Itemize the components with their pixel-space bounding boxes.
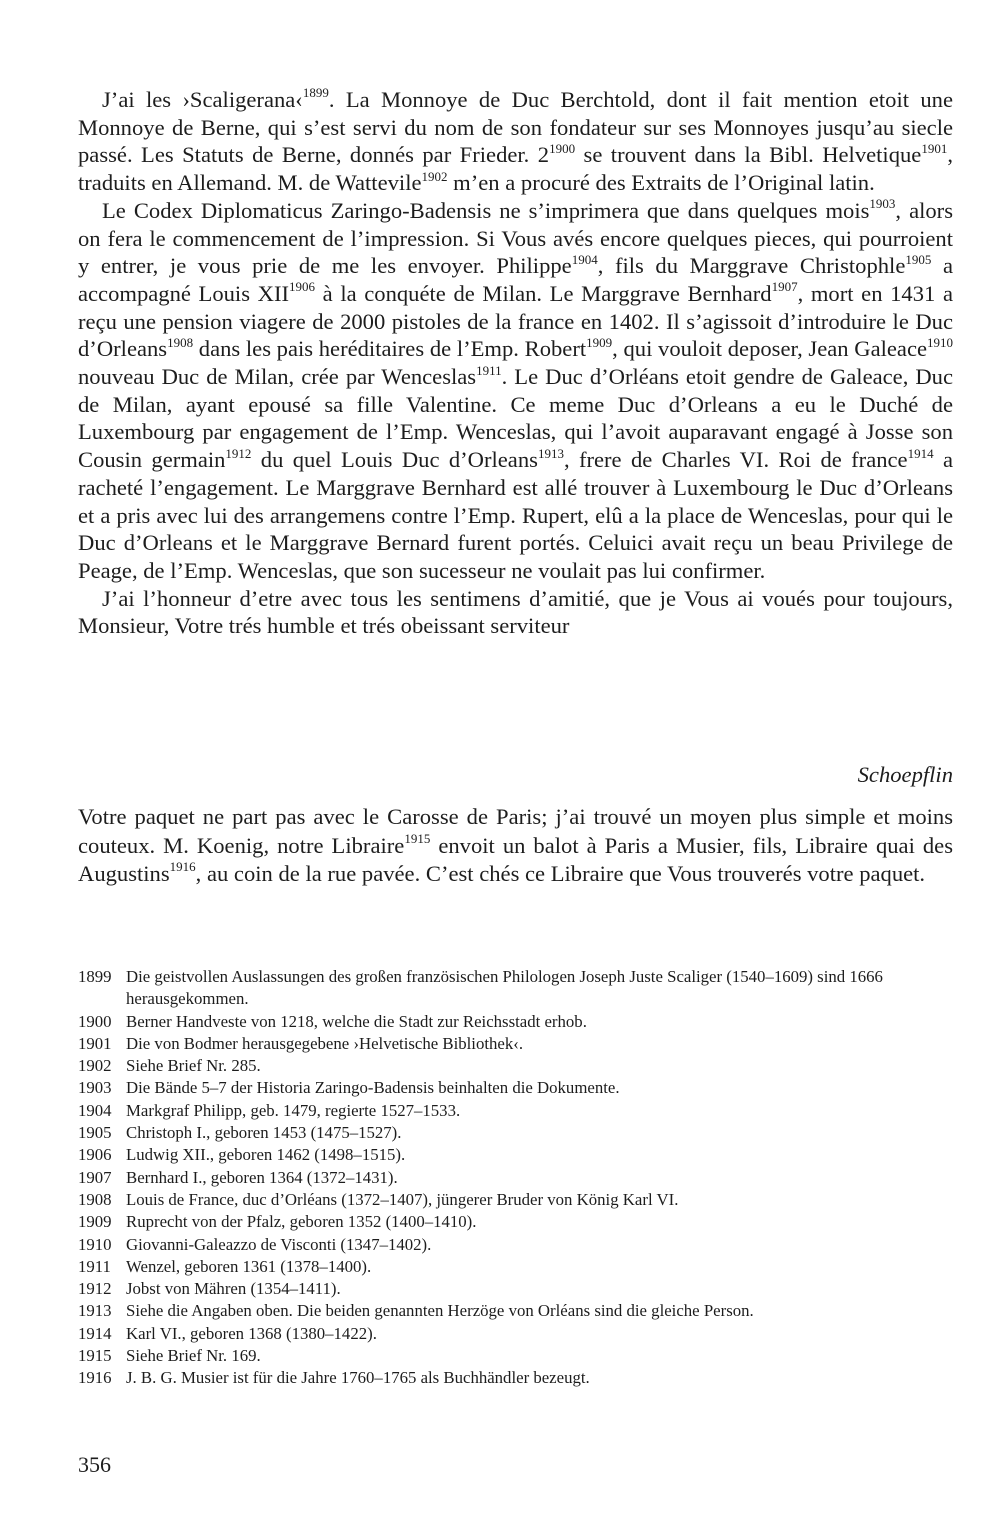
text-run: nouveau Duc de Milan, crée par Wenceslas [78,364,477,390]
footnote-text: Ludwig XII., geboren 1462 (1498–1515). [126,1145,406,1165]
page-number: 356 [78,1452,111,1477]
footnote-number: 1909 [78,1212,112,1232]
text-run: , au coin de la rue pavée. C’est chés ce Libraire que Vous trouverés votre paquet. [195,861,926,886]
footnote [78,1144,958,1166]
footnote-ref: 1912 [225,445,252,461]
footnote-number: 1905 [78,1123,112,1143]
footnote-text: Ruprecht von der Pfalz, geboren 1352 (1400–1410). [126,1212,477,1232]
footnote [78,966,958,1011]
footnote-number: 1906 [78,1145,112,1165]
footnote-ref: 1909 [586,334,613,350]
footnote-ref: 1904 [571,251,598,267]
text-run: envoit un balot à Paris a Musier, fils, Libraire quai des Augustins [78,832,953,886]
text-run: m’en a procuré des Extraits de l’Original latin. [447,170,875,196]
footnote-text: Bernhard I., geboren 1364 (1372–1431). [126,1167,398,1187]
text-run: , frere de Charles VI. Roi de france [563,447,908,473]
text-run: , alors on fera le commencement de l’impression. Si Vous avés encore quelques pieces, qui pourroient y entrer, je vous prie de me les envoyer. Philippe [78,197,953,279]
footnote [78,1167,958,1189]
footnote [78,1011,958,1033]
text-run: . La Monnoye de Duc Berchtold, dont il fait mention etoit une Monnoye de Berne, qui s’est servi du nom de son fondateur sur ses Monnoyes jusqu’au siecle passé. Les Statuts de Berne, donnés par Frieder. 2 [78,87,953,168]
text-run: Le Codex Diplomaticus Zaringo-Badensis ne s’imprimera que dans quelques mois [102,197,870,223]
text-run: , fils du Marggrave Christophle [597,253,906,279]
footnote-number: 1911 [78,1256,111,1276]
text-run: se trouvent dans la Bibl. Helvetique [575,142,922,168]
footnote-number: 1913 [78,1301,112,1321]
footnote [78,1055,958,1077]
footnote-number: 1912 [78,1279,112,1299]
text-run: , mort en 1431 a reçu une pension viagere de 2000 pistoles de la france en 1402. Il s’agissoit d’introduire le Duc d’Orleans [78,280,953,362]
footnote-text: Markgraf Philipp, geb. 1479, regierte 1527–1533. [126,1100,461,1120]
footnote-ref: 1899 [302,85,329,101]
text-run: dans les pais heréditaires de l’Emp. Robert [193,336,587,362]
footnote-ref: 1905 [905,251,932,267]
footnote-text: Siehe Brief Nr. 169. [126,1346,261,1366]
footnote-number: 1908 [78,1189,112,1209]
footnote-text: Karl VI., geboren 1368 (1380–1422). [126,1323,377,1343]
footnote [78,1122,958,1144]
footnote [78,1367,958,1389]
text-run: du quel Louis Duc d’Orleans [251,447,538,473]
footnote-text: Siehe Brief Nr. 285. [126,1056,261,1076]
footnote-ref: 1903 [869,196,896,212]
footnote-number: 1901 [78,1033,112,1053]
footnote-text: Jobst von Mähren (1354–1411). [126,1279,341,1299]
text-run: , traduits en Allemand. M. de Wattevile [78,142,953,196]
footnote [78,1323,958,1345]
footnote-ref: 1914 [907,445,934,461]
paragraph-1 [78,86,953,197]
footnote-text: Siehe die Angaben oben. Die beiden genannten Herzöge von Orléans sind die gleiche Person. [126,1301,754,1321]
signature: Schoepflin [857,762,953,787]
footnote-text: Berner Handveste von 1218, welche die Stadt zur Reichsstadt erhob. [126,1011,587,1031]
footnote-text: Wenzel, geboren 1361 (1378–1400). [126,1256,372,1276]
text-run: , qui vouloit deposer, Jean Galeace [612,336,928,362]
postscript-paragraph [78,803,953,889]
text-run: J’ai les ›Scaligerana‹ [102,87,303,112]
footnote-number: 1904 [78,1100,112,1120]
footnote-ref: 1902 [421,168,448,184]
postscript [78,803,953,889]
text-run: à la conquéte de Milan. Le Marggrave Bernhard [315,280,772,306]
footnote [78,1345,958,1367]
text-run: . Le Duc d’Orléans etoit gendre de Galeace, Duc de Milan, ayant epousé sa fille Valentine. Ce meme Duc d’Orleans a eu le Duché de Luxembourg par engagement de l’Emp. Wenceslas, qui l’avoit auparavant engagé à Josse son Cousin germain [78,364,954,473]
footnote-ref: 1901 [921,140,948,156]
footnote-number: 1907 [78,1167,112,1187]
text-run: a accompagné Louis XII [78,253,953,306]
footnote-number: 1910 [78,1234,112,1254]
footnote-ref: 1906 [289,279,316,295]
footnote-ref: 1910 [927,334,954,350]
footnote-ref: 1916 [169,859,196,875]
footnote [78,1234,958,1256]
footnote-number: 1916 [78,1368,112,1388]
paragraph-2 [78,197,953,585]
footnote [78,1256,958,1278]
footnote-ref: 1908 [167,334,194,350]
closing-paragraph: J’ai l’honneur d’etre avec tous les sentimens d’amitié, que je Vous ai voués pour toujours, Monsieur, Votre trés humble et trés obeissant serviteur [78,585,953,639]
footnote-ref: 1900 [549,140,576,156]
footnote [78,1300,958,1322]
footnote-ref: 1911 [476,362,502,378]
footnote-text: Die geistvollen Auslassungen des großen französischen Philologen Joseph Juste Scaliger (1540–1609) sind 1666 herausgekommen. [126,967,883,1009]
footnote-number: 1903 [78,1078,112,1098]
footnote-text: Louis de France, duc d’Orléans (1372–1407), jüngerer Bruder von König Karl VI. [126,1189,679,1209]
text-run: Votre paquet ne part pas avec le Carosse de Paris; j’ai trouvé un moyen plus simple et moins couteux. M. Koenig, notre Libraire [78,804,953,858]
footnote-text: Christoph I., geboren 1453 (1475–1527). [126,1123,402,1143]
footnote [78,1211,958,1233]
footnote-number: 1914 [78,1323,112,1343]
footnote-text: J. B. G. Musier ist für die Jahre 1760–1765 als Buchhändler bezeugt. [126,1368,590,1388]
footnote-text: Die Bände 5–7 der Historia Zaringo-Badensis beinhalten die Dokumente. [126,1078,620,1098]
footnotes [78,966,958,1390]
footnote-text: Giovanni-Galeazzo de Visconti (1347–1402). [126,1234,432,1254]
footnote-number: 1902 [78,1056,112,1076]
letter-body [78,86,953,640]
text-run: a racheté l’engagement. Le Marggrave Bernhard est allé trouver à Luxembourg le Duc d’Orleans et a pris avec lui des arrangemens contre l’Emp. Rupert, elû a la place de Wenceslas, pour qui le Duc d’Orleans et le Marggrave Bernard furent portés. Celuici avait reçu un beau Privilege de Peage, de l’Emp. Wenceslas, que son sucesseur ne voulait pas lui confirmer. [78,447,953,583]
footnote [78,1189,958,1211]
footnote-number: 1915 [78,1346,112,1366]
footnote [78,1100,958,1122]
footnote-ref: 1915 [404,830,431,846]
footnote-number: 1900 [78,1011,112,1031]
footnote [78,1033,958,1055]
footnote [78,1077,958,1099]
footnote-ref: 1913 [537,445,564,461]
footnote-number: 1899 [78,967,112,986]
footnote-ref: 1907 [771,279,798,295]
footnote-text: Die von Bodmer herausgegebene ›Helvetische Bibliothek‹. [126,1033,524,1053]
footnote [78,1278,958,1300]
